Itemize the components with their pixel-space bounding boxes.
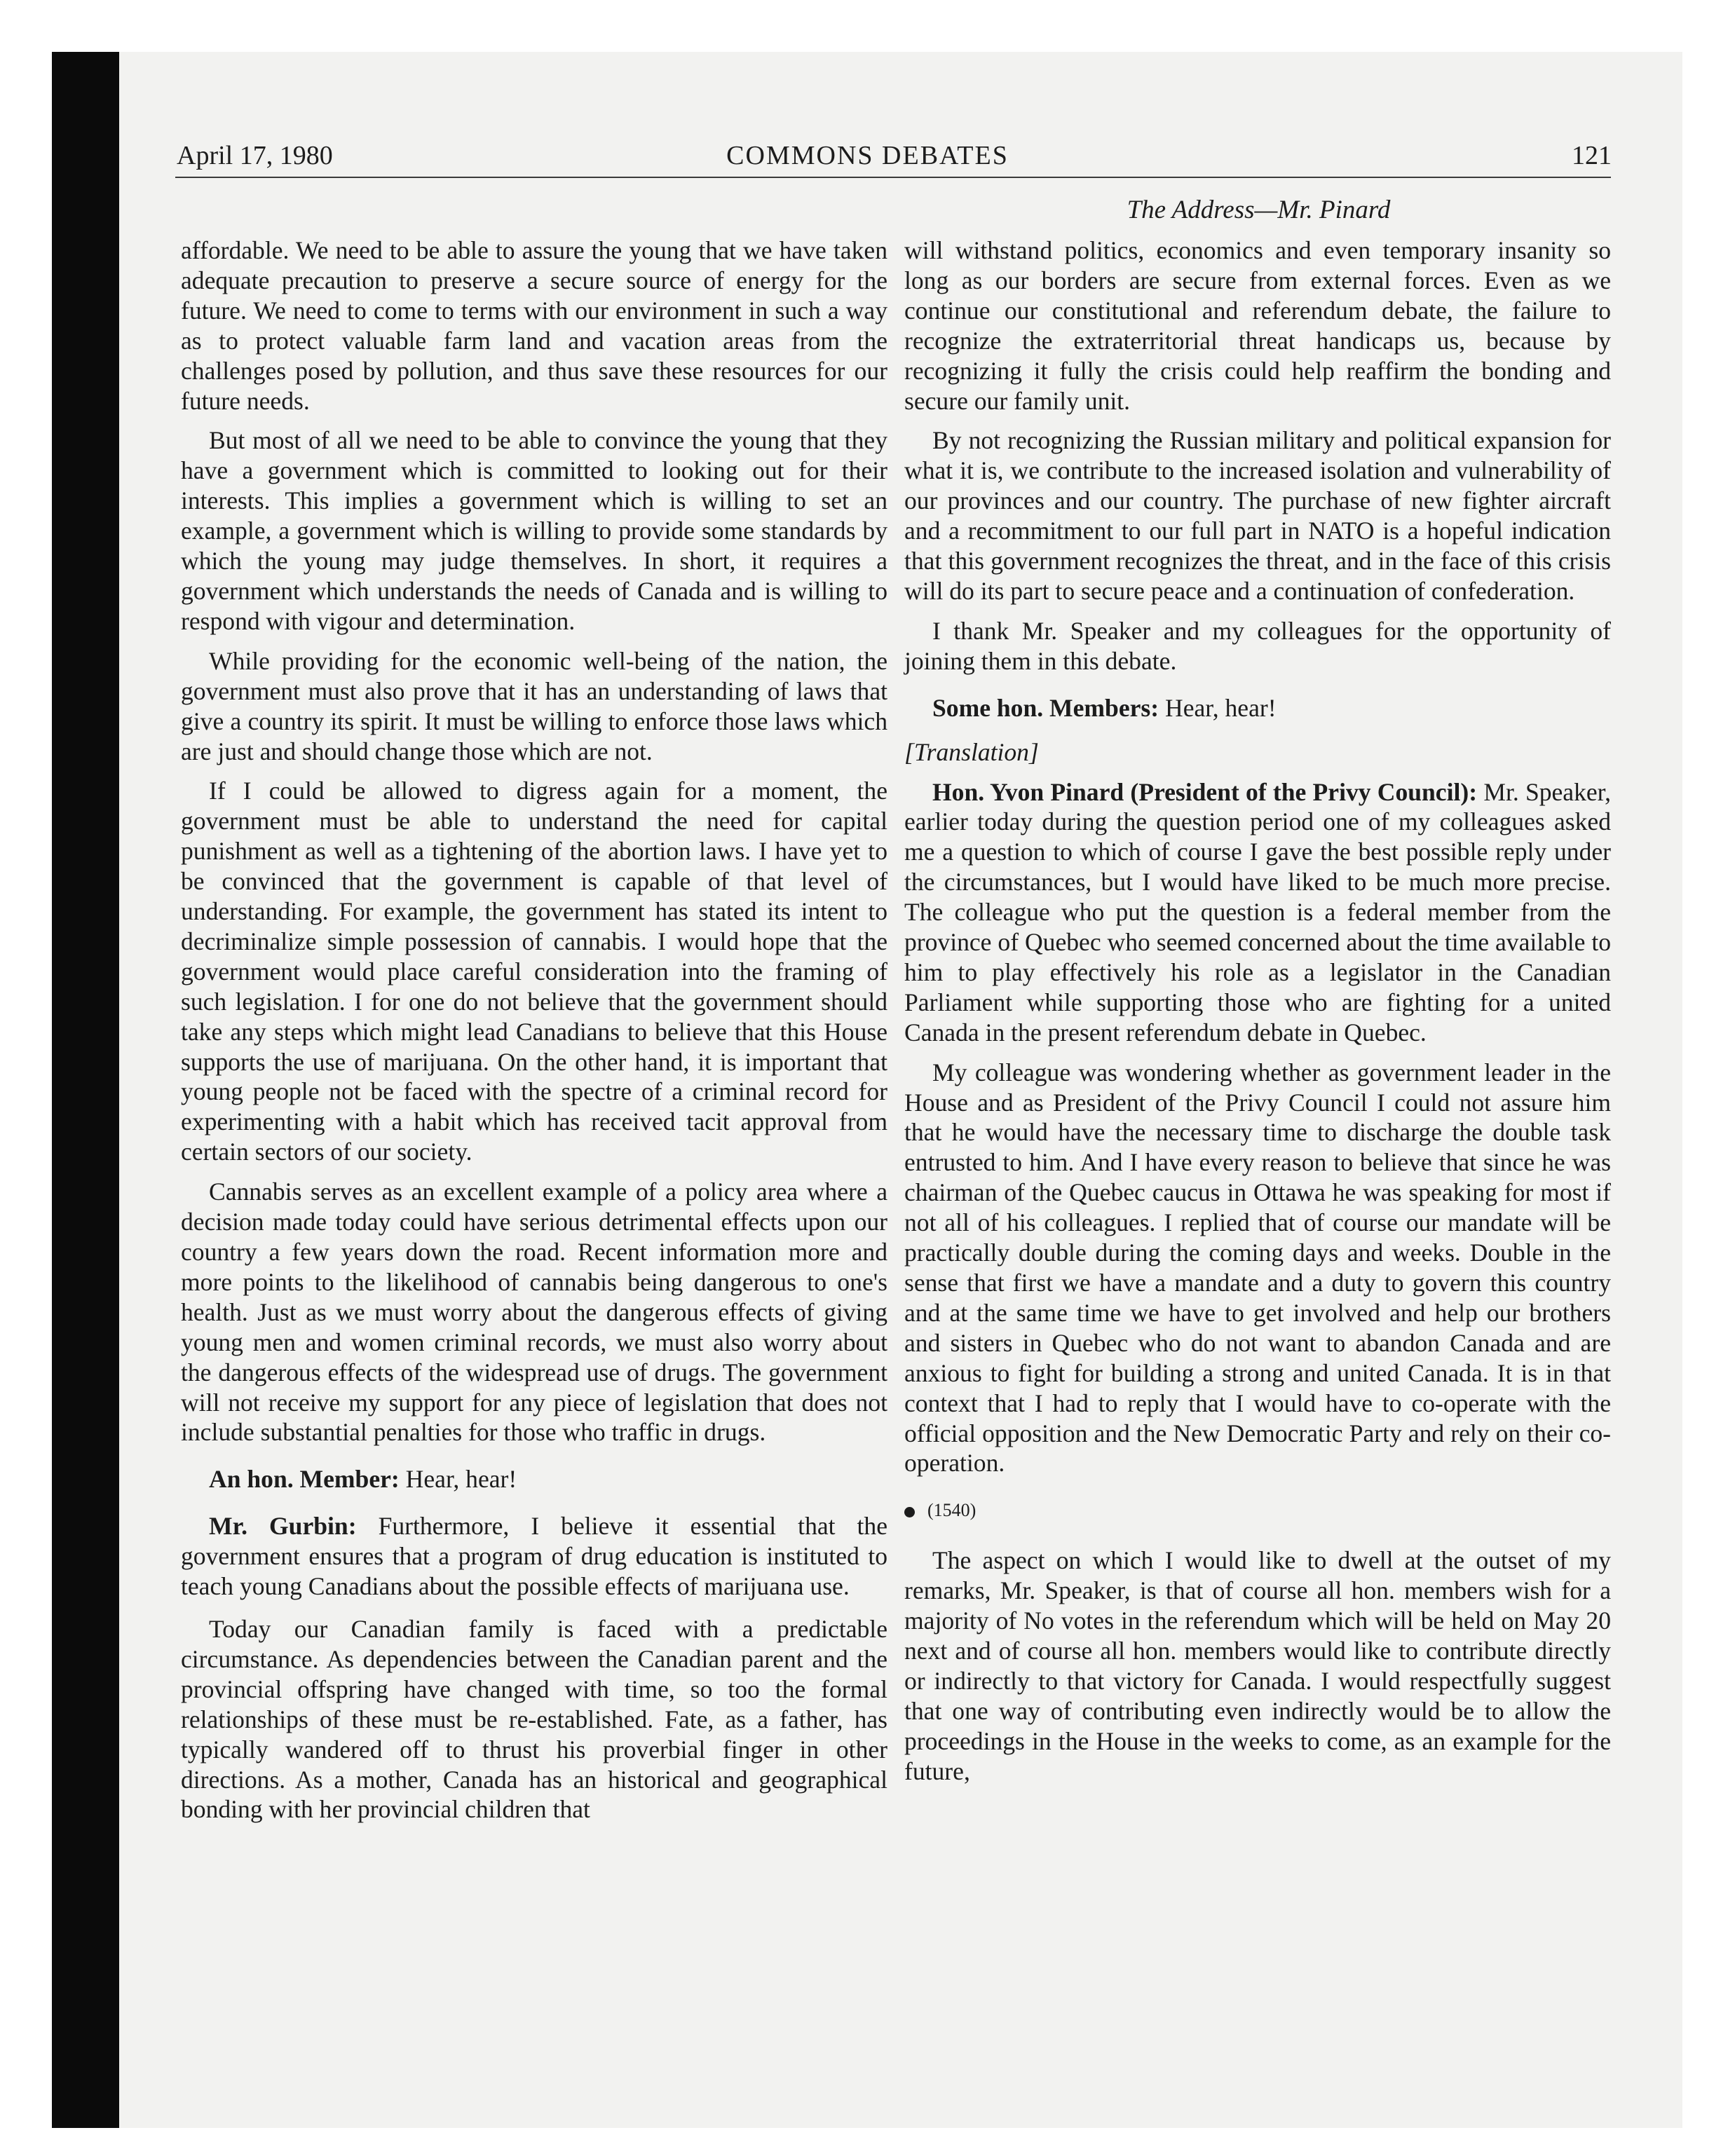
left-column [181, 236, 887, 1834]
time-marker-text: (1540) [927, 1500, 977, 1521]
right-column [904, 236, 1611, 1796]
time-marker [904, 1496, 1611, 1524]
running-head: The Address—Mr. Pinard [1127, 196, 1391, 224]
bullet-icon [904, 1507, 915, 1517]
speech [181, 1511, 887, 1602]
paragraph: By not recognizing the Russian military and political expansion for what it is, we contribute to the increased isolation and vulnerability of our provinces and our country. The purchase of new fighter aircraft and a recommitment to our full part in NATO is a hopeful indication that this government recognizes the threat, and in the face of this crisis will do its part to secure peace and a continuation of confederation. [904, 426, 1611, 605]
speech-text: Hear, hear! [1165, 693, 1277, 722]
speech-text: Furthermore, I believe it essential that the government ensures that a program of drug education is instituted to teach young Canadians about the possible effects of marijuana use. [181, 1512, 887, 1601]
paragraph: While providing for the economic well-being of the nation, the government must also prove that it has an understanding of laws that give a country its spirit. It must be willing to enforce those laws which are just and should change those which are not. [181, 646, 887, 765]
speaker-name: Mr. Gurbin: [209, 1512, 357, 1541]
speech-text: Mr. Speaker, earlier today during the question period one of my colleagues asked me a question to which of course I gave the best possible reply under the circumstances, but I would have liked to be much more precise. The colleague who put the question is a federal member from the province of Quebec who seemed concerned about the time available to him to play effectively his role as a legislator in the Canadian Parliament while supporting those who are fighting for a united Canada in the present referendum debate in Quebec. [904, 777, 1612, 1046]
speech [904, 777, 1611, 1048]
paragraph: I thank Mr. Speaker and my colleagues for the opportunity of joining them in this debate. [904, 616, 1611, 675]
page-number: 121 [1572, 141, 1612, 170]
interjection [904, 693, 1611, 723]
speech-text: Hear, hear! [405, 1465, 517, 1494]
paragraph: If I could be allowed to digress again for a moment, the government must be able to understand the need for capital punishment as well as a tightening of the abortion laws. I have yet to be convinced that the government is capable of that level of understanding. For example, the government has stated its intent to decriminalize simple possession of cannabis. I would hope that the government would place careful consideration into the framing of such legislation. I for one do not believe that the government should take any steps which might lead Canadians to believe that this House supports the use of marijuana. On the other hand, it is important that young people not be faced with the spectre of a criminal record for experimenting with a habit which has received tacit approval from certain sectors of our society. [181, 777, 887, 1166]
paragraph: Today our Canadian family is faced with a predictable circumstance. As dependencies between the Canadian parent and the provincial offspring have changed with time, so too the formal relationships of these must be re-established. Fate, as a father, has typically wandered off to thrust his proverbial finger in other directions. As a mother, Canada has an historical and geographical bonding with her provincial children that [181, 1614, 887, 1824]
header-title: COMMONS DEBATES [726, 141, 1009, 170]
header-rule [175, 177, 1611, 178]
speaker-name: Hon. Yvon Pinard (President of the Privy Council): [932, 777, 1478, 806]
paragraph: But most of all we need to be able to convince the young that they have a government which is committed to looking out for their interests. This implies a government which is willing to set an example, a government which is willing to provide some standards by which the young may judge themselves. In short, it requires a government which understands the needs of Canada and is willing to respond with vigour and determination. [181, 426, 887, 635]
speaker-name: An hon. Member: [209, 1465, 400, 1494]
header-date: April 17, 1980 [177, 141, 333, 170]
speaker-name: Some hon. Members: [932, 693, 1159, 722]
interjection [181, 1464, 887, 1494]
paragraph: My colleague was wondering whether as government leader in the House and as President of the Privy Council I could not assure him that he would have the necessary time to discharge the double task entrusted to him. And I have every reason to believe that since he was chairman of the Quebec caucus in Ottawa he was speaking for most if not all of his colleagues. I replied that of course our mandate will be practically double during the coming days and weeks. Double in the sense that first we have a mandate and a duty to govern this country and at the same time we have to get involved and help our brothers and sisters in Quebec who do not want to abandon Canada and are anxious to fight for building a strong and united Canada. It is in that context that I had to reply that I would have to co-operate with the official opposition and the New Democratic Party and rely on their co-operation. [904, 1058, 1611, 1478]
binding-edge [52, 52, 119, 2128]
paragraph: will withstand politics, economics and even temporary insanity so long as our borders are secure from external forces. Even as we continue our constitutional and referendum debate, the failure to recognize the extraterritorial threat handicaps us, because by recognizing it fully the crisis could help reaffirm the bonding and secure our family unit. [904, 236, 1611, 415]
paragraph: affordable. We need to be able to assure the young that we have taken adequate precaution to preserve a secure source of energy for the future. We need to come to terms with our environment in such a way as to protect valuable farm land and vacation areas from the challenges posed by pollution, and thus save these resources for our future needs. [181, 236, 887, 415]
paragraph: Cannabis serves as an excellent example of a policy area where a decision made today could have serious detrimental effects upon our country a few years down the road. Recent information more and more points to the likelihood of cannabis being dangerous to one's health. Just as we must worry about the dangerous effects of giving young men and women criminal records, we must also worry about the dangerous effects of the widespread use of drugs. The government will not receive my support for any piece of legislation that does not include substantial penalties for those who traffic in drugs. [181, 1178, 887, 1447]
translation-tag: [Translation] [904, 737, 1039, 766]
paragraph: The aspect on which I would like to dwell at the outset of my remarks, Mr. Speaker, is that of course all hon. members wish for a majority of No votes in the referendum which will be held on May 20 next and of course all hon. members would like to contribute directly or indirectly to that victory for Canada. I would respectfully suggest that one way of contributing even indirectly would be to allow the proceedings in the House in the weeks to come, as an example for the future, [904, 1546, 1611, 1785]
